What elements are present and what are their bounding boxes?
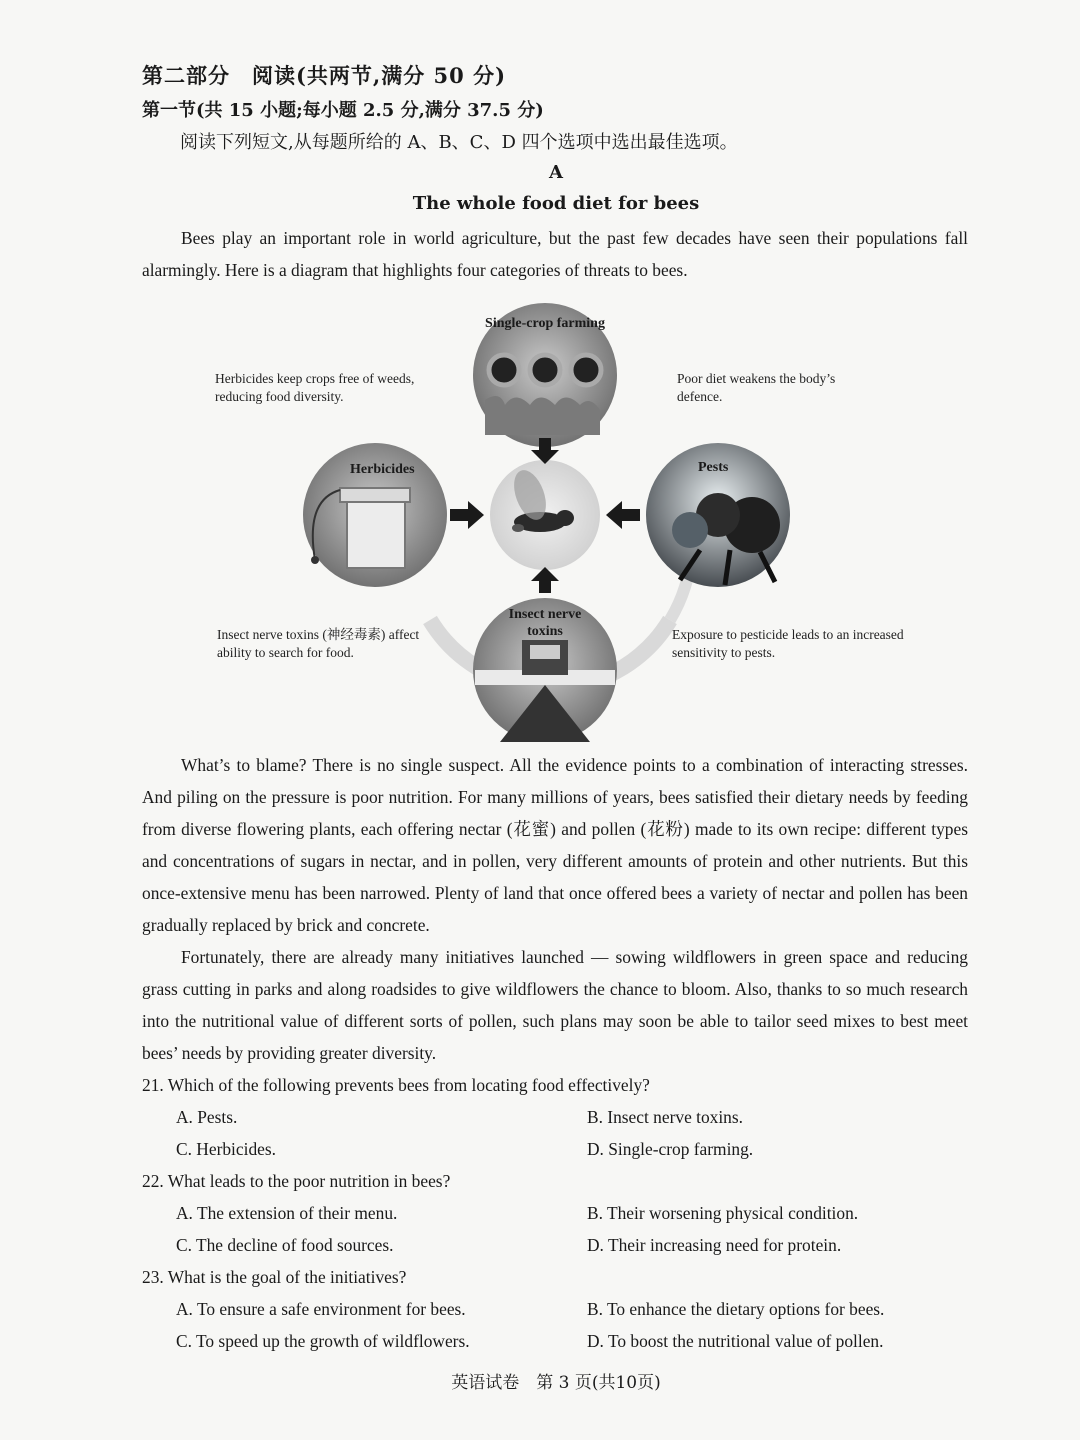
question-21-option-c: C. Herbicides. [176,1139,276,1159]
question-21-option-b: B. Insect nerve toxins. [587,1107,743,1127]
question-22-stem: 22. What leads to the poor nutrition in bees? [142,1171,451,1191]
bee-circle [490,460,600,570]
paragraph-3: Fortunately, there are already many initiatives launched — sowing wildflowers in green space and reducing grass cutting in parks and along roadsides to give wildflowers the chance to bloom. Also, thanks to so much research into the nutritional value of different sorts of pollen, such plans may soon be able to tailor seed mixes to best meet bees’ needs by providing greater diversity. [142,947,968,1063]
question-21-stem: 21. Which of the following prevents bees from locating food effectively? [142,1075,650,1095]
question-23-stem: 23. What is the goal of the initiatives? [142,1267,407,1287]
label-single-crop: Single-crop farming [485,316,605,331]
question-21-option-a: A. Pests. [176,1107,238,1127]
question-22-option-c: C. The decline of food sources. [176,1235,394,1255]
label-insect-nerve-toxins: Insect nerve toxins [508,607,582,639]
label-pests: Pests [698,460,729,475]
section-subtitle: 第一节(共 15 小题;每小题 2.5 分,满分 37.5 分) [142,100,544,121]
question-22-option-d: D. Their increasing need for protein. [587,1235,842,1255]
caption-herbicides: Herbicides keep crops free of weeds, reducing food diversity. [215,371,415,404]
threats-diagram [200,290,920,750]
diagram-graphic [200,290,920,750]
paragraph-1: Bees play an important role in world agriculture, but the past few decades have seen their populations fall alarmingly. Here is a diagram that highlights four categories of threats to bees. [142,228,968,280]
paragraph-2: What’s to blame? There is no single suspect. All the evidence points to a combination of interacting stresses. And piling on the pressure is poor nutrition. For many millions of years, bees satisfied their dietary needs by feeding from diverse flowering plants, each offering nectar (花蜜) and pollen (花粉) made to its own recipe: different types and concentrations of sugars in nectar, and in pollen, very different amounts of protein and other nutrients. But this once-extensive menu has been narrowed. Plenty of land that once offered bees a variety of nectar and pollen has been gradually replaced by brick and concrete. [142,755,968,935]
instruction: 阅读下列短文,从每题所给的 A、B、C、D 四个选项中选出最佳选项。 [180,132,738,153]
arrow-up [531,567,559,593]
question-23-option-b: B. To enhance the dietary options for bees. [587,1299,885,1319]
question-23-option-a: A. To ensure a safe environment for bees. [176,1299,466,1319]
passage-title: The whole food diet for bees [412,193,700,214]
arrow-right [450,501,484,529]
question-23-option-c: C. To speed up the growth of wildflowers. [176,1331,470,1351]
question-23-option-d: D. To boost the nutritional value of pollen. [587,1331,884,1351]
caption-poor-diet: Poor diet weakens the body’s defence. [677,371,836,404]
arrow-left [606,501,640,529]
passage-label: A [549,162,563,183]
question-22-option-a: A. The extension of their menu. [176,1203,398,1223]
label-herbicides: Herbicides [350,462,415,477]
section-title: 第二部分 阅读(共两节,满分 50 分) [142,63,507,88]
caption-nerve-toxins: Insect nerve toxins (神经毒素) affect ability to search for food. [217,627,420,660]
question-21-option-d: D. Single-crop farming. [587,1139,754,1159]
caption-pesticide: Exposure to pesticide leads to an increased sensitivity to pests. [672,627,904,660]
page-footer: 英语试卷 第 3 页(共10页) [451,1373,661,1393]
question-22-option-b: B. Their worsening physical condition. [587,1203,859,1223]
